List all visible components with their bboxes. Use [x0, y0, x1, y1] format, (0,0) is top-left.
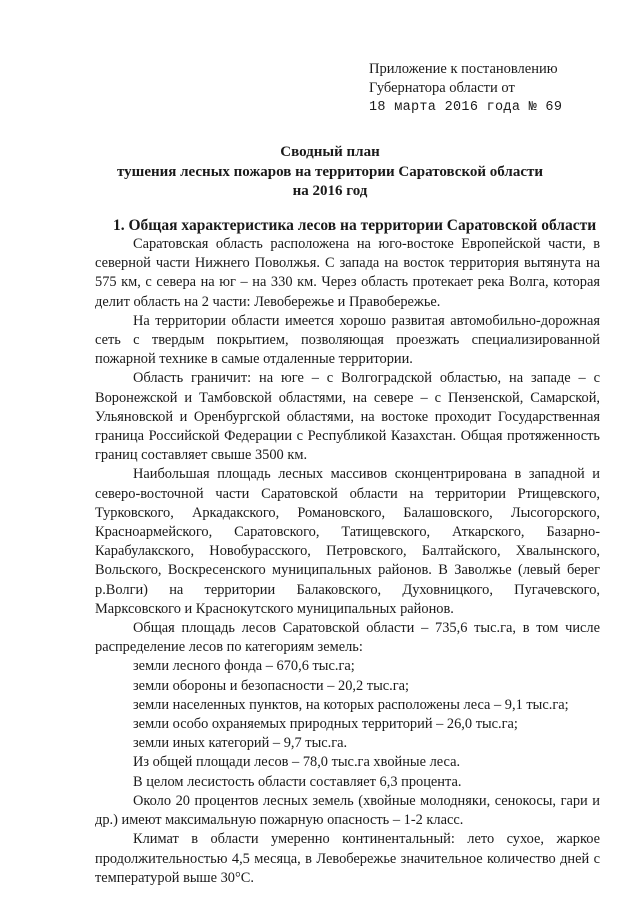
paragraph-climate: Климат в области умеренно континентальный: лето сухое, жаркое продолжительностью 4,5 месяца, в Левобережье значительное количество дней с температурой выше 30°С.	[95, 831, 600, 886]
header-date-line: 18 марта 2016 года № 69	[369, 100, 563, 115]
paragraph-forest-areas: Наибольшая площадь лесных массивов сконцентрирована в западной и северо-восточной части Саратовской области на территории Ртищевского, Турковского, Аркадакского, Романовского, Балашовского, Лысогорского, Красноармейского, Саратовского, Татищевского, Аткарского, Базарно-Карабулакского, Новобурасского, Петровского, Балтайского, Хвалынского, Вольского, Воскресенского муниципальных районов. В Заволжье (левый берег р.Волги) на территории Балаковского, Духовницкого, Пугачевского, Марксовского и Краснокутского муниципальных районов.	[95, 466, 600, 617]
paragraph-location: Саратовская область расположена на юго-востоке Европейской части, в северной части Нижнего Поволжья. С запада на восток территория вытянута на 575 км, с севера на юг – на 330 км. Через область протекает река Волга, которая делит область на 2 части: Левобережье и Правобережье.	[95, 236, 600, 310]
land-category-item: земли обороны и безопасности – 20,2 тыс.га;	[133, 677, 410, 694]
paragraph-forest-cover: В целом лесистость области составляет 6,3 процента.	[133, 773, 462, 790]
paragraph-roads: На территории области имеется хорошо развитая автомобильно-дорожная сеть с твердым покрытием, позволяющая проезжать специализированной пожарной технике в самые отдаленные территории.	[95, 312, 600, 368]
paragraph-fire-danger: Около 20 процентов лесных земель (хвойные молодняки, сенокосы, гари и др.) имеют максимальную пожарную опасность – 1-2 класс.	[95, 792, 600, 829]
title-line-3: на 2016 год	[292, 183, 368, 199]
paragraph-total-area: Общая площадь лесов Саратовской области – 735,6 тыс.га, в том числе распределение лесов по категориям земель:	[95, 620, 600, 656]
land-category-item: земли особо охраняемых природных территорий – 26,0 тыс.га;	[133, 716, 518, 733]
document-header	[369, 60, 629, 117]
document-title	[40, 143, 620, 202]
land-category-item: земли иных категорий – 9,7 тыс.га.	[133, 735, 348, 752]
document-body	[95, 235, 600, 888]
title-line-1: Сводный план	[280, 144, 380, 160]
header-line-2: Губернатора области от	[369, 80, 515, 96]
paragraph-borders: Область граничит: на юге – с Волгоградской областью, на западе – с Воронежской и Тамбовской областями, на севере – с Пензенской, Самарской, Ульяновской и Оренбургской областями, на востоке проходит Государственная граница Российской Федерации с Республикой Казахстан. Общая протяженность границ составляет свыше 3500 км.	[95, 370, 600, 464]
land-category-item: земли лесного фонда – 670,6 тыс.га;	[133, 658, 355, 675]
title-line-2: тушения лесных пожаров на территории Саратовской области	[117, 163, 543, 180]
paragraph-coniferous: Из общей площади лесов – 78,0 тыс.га хвойные леса.	[133, 754, 461, 771]
header-line-1: Приложение к постановлению	[369, 61, 558, 77]
section-heading: 1. Общая характеристика лесов на территории Саратовской области	[113, 217, 597, 234]
land-category-item: земли населенных пунктов, на которых расположены леса – 9,1 тыс.га;	[133, 696, 569, 713]
